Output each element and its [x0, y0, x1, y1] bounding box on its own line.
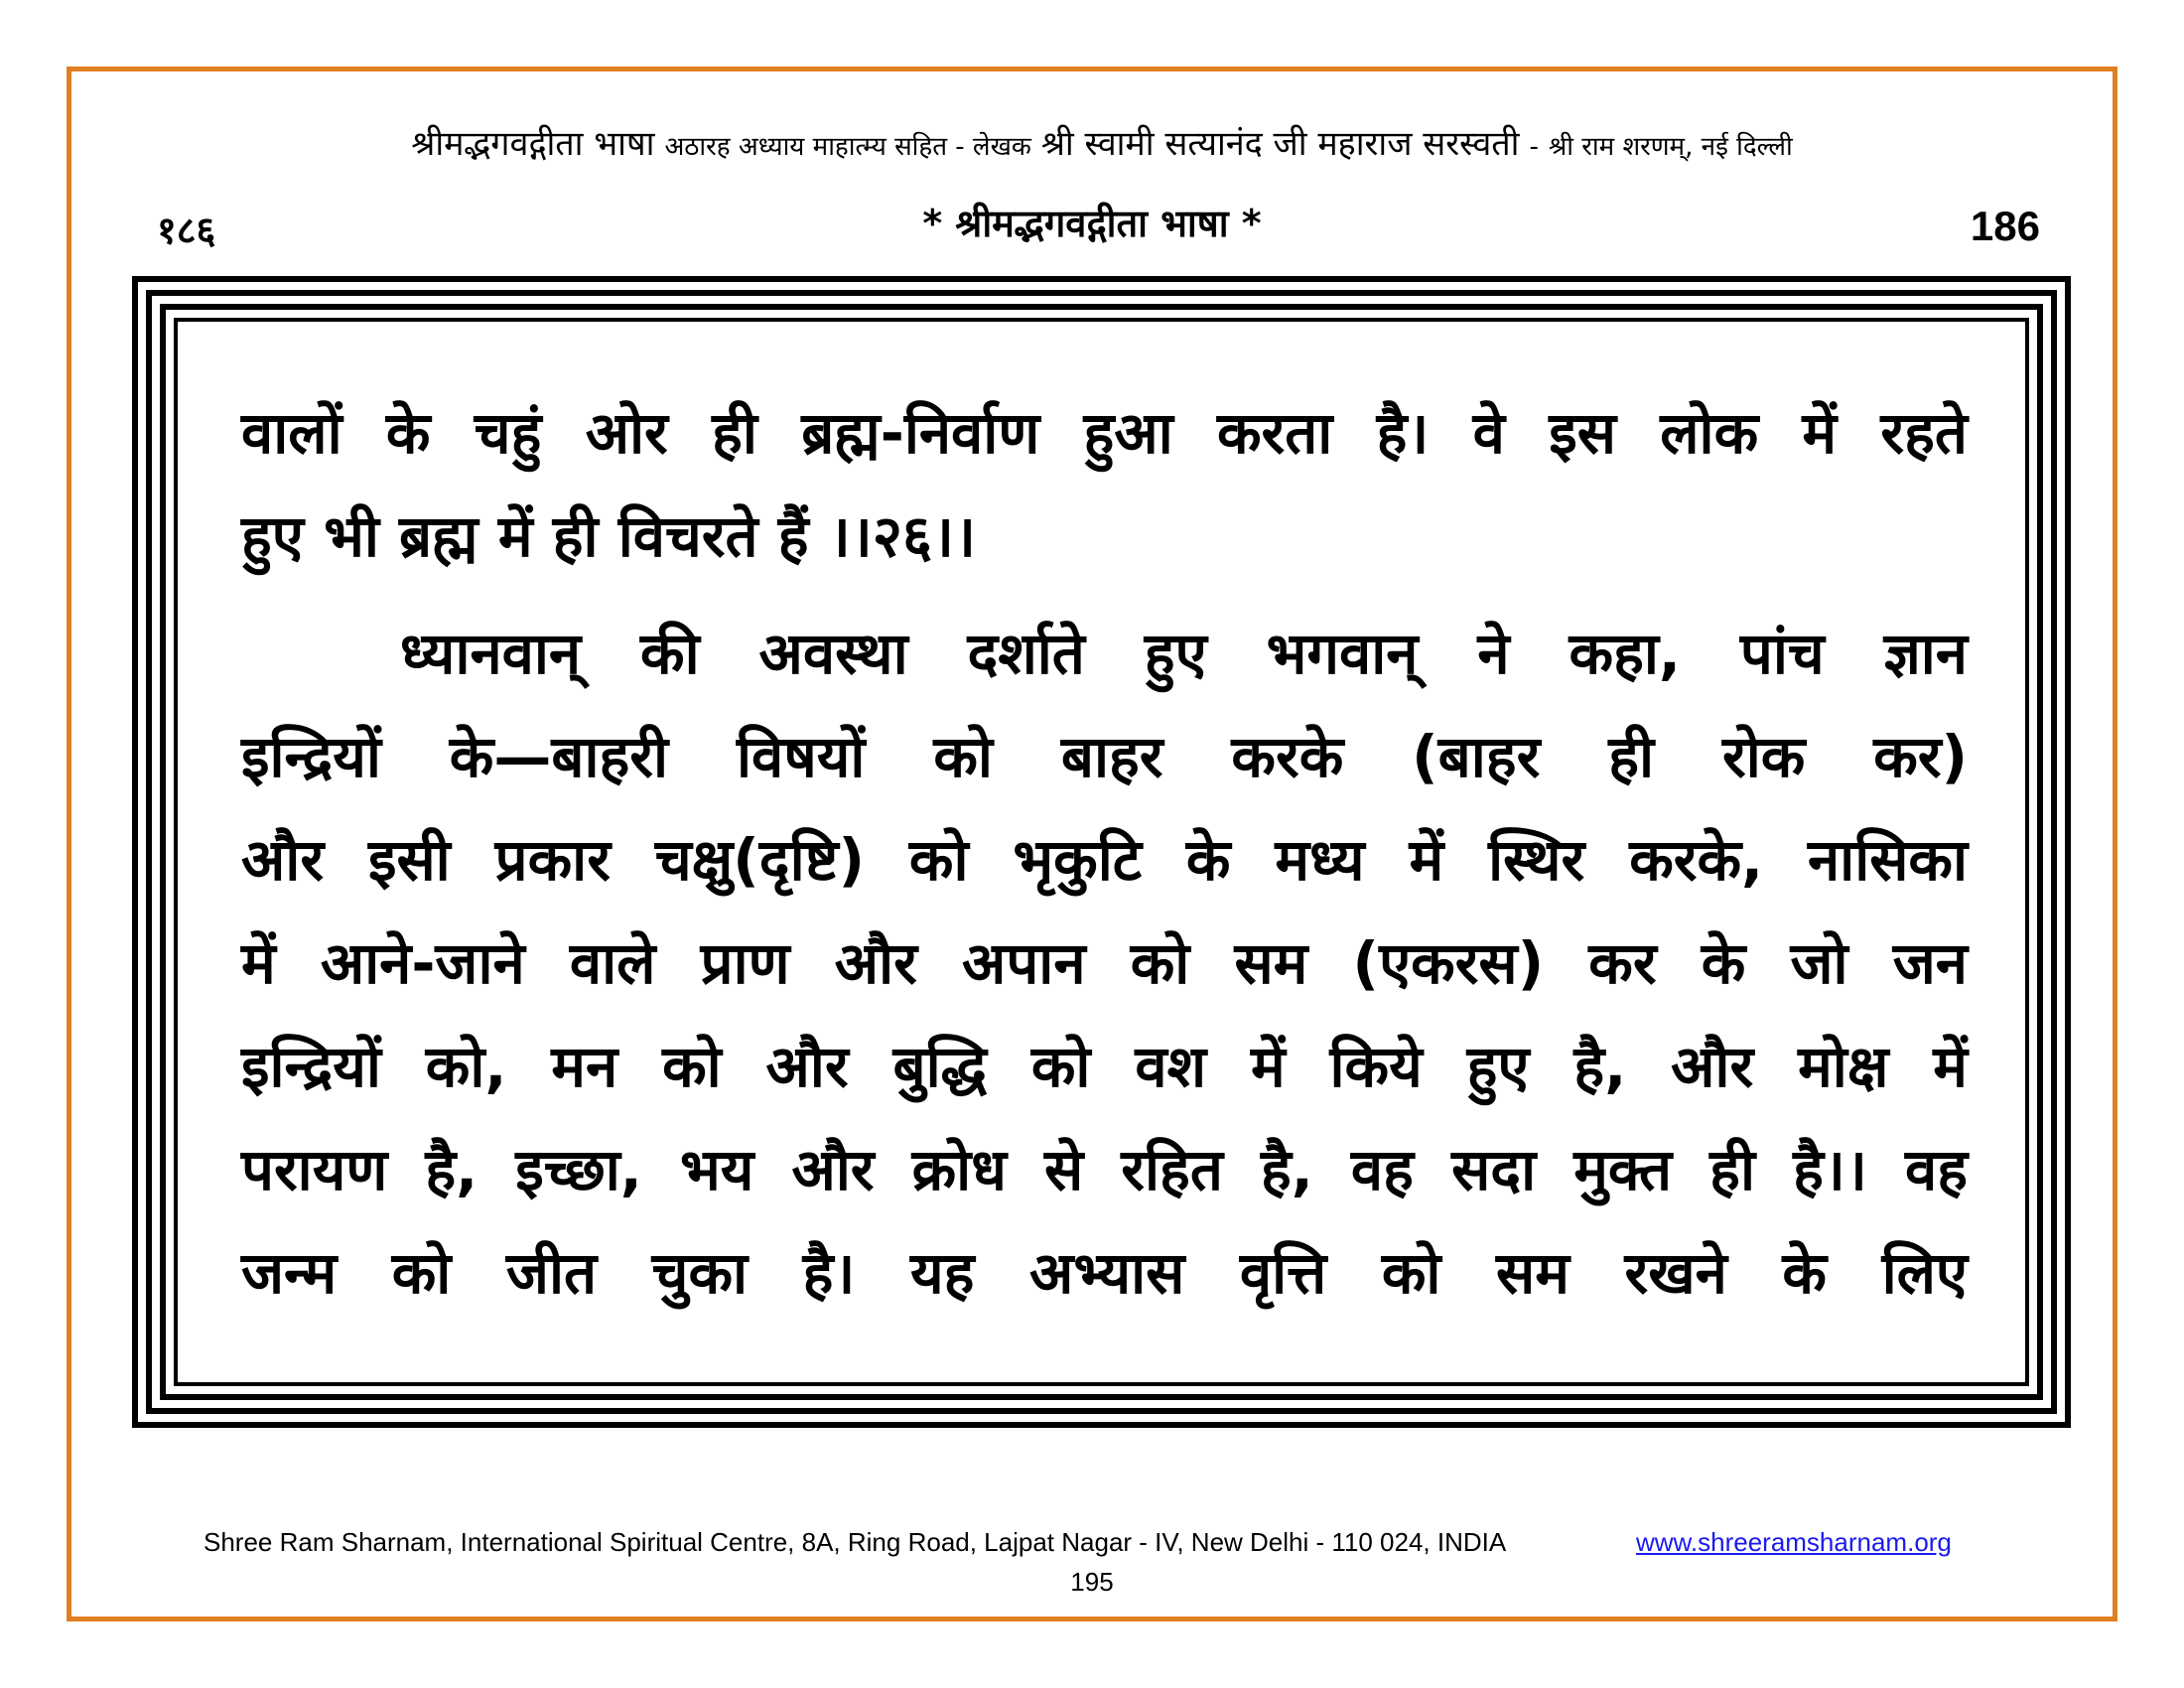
header-subtitle: अठारह अध्याय माहात्म्य सहित - लेखक [664, 132, 1031, 162]
body-line: जन्म को जीत चुका है। यह अभ्यास वृत्ति को सम रखने के लिए [241, 1239, 1968, 1307]
body-line: और इसी प्रकार चक्षु(दृष्टि) को भृकुटि के मध्य में स्थिर करके, नासिका [241, 826, 1968, 894]
body-line: ध्यानवान् की अवस्था दर्शाते हुए भगवान् ने कहा, पांच ज्ञान [400, 620, 1968, 687]
body-line: परायण है, इच्छा, भय और क्रोध से रहित है, वह सदा मुक्त ही है।। वह [241, 1136, 1968, 1203]
header-book-title: श्रीमद्भगवद्गीता भाषा [411, 124, 655, 164]
body-line: वालों के चहुं ओर ही ब्रह्म-निर्वाण हुआ करता है। वे इस लोक में रहते [241, 399, 1968, 467]
footer-page-number: 195 [1070, 1567, 1114, 1597]
page-number-arabic: 186 [1970, 203, 2040, 249]
footer-address: Shree Ram Sharnam, International Spiritual Centre, 8A, Ring Road, Lajpat Nagar - IV, New Delhi - 110 024, INDIA [204, 1527, 1507, 1557]
body-line: इन्द्रियों के—बाहरी विषयों को बाहर करके (बाहर ही रोक कर) [241, 723, 1968, 790]
header-author: श्री स्वामी सत्यानंद जी महाराज सरस्वती [1040, 124, 1520, 164]
body-line: इन्द्रियों को, मन को और बुद्धि को वश में किये हुए है, और मोक्ष में [241, 1033, 1968, 1100]
document-header [139, 119, 2065, 169]
website-link[interactable]: www.shreeramsharnam.org [1636, 1527, 1952, 1557]
running-title: * श्रीमद्भगवद्गीता भाषा * [922, 202, 1262, 245]
body-line: में आने-जाने वाले प्राण और अपान को सम (एकरस) कर के जो जन [241, 929, 1968, 997]
header-separator: - [1529, 132, 1539, 162]
text-frame [132, 276, 2071, 1428]
page-number-devanagari: १८६ [157, 209, 216, 252]
header-publisher: श्री राम शरणम्, नई दिल्ली [1548, 132, 1793, 162]
body-text [241, 381, 1968, 1325]
body-line: हुए भी ब्रह्म में ही विचरते हैं ।।२६।। [241, 502, 977, 570]
